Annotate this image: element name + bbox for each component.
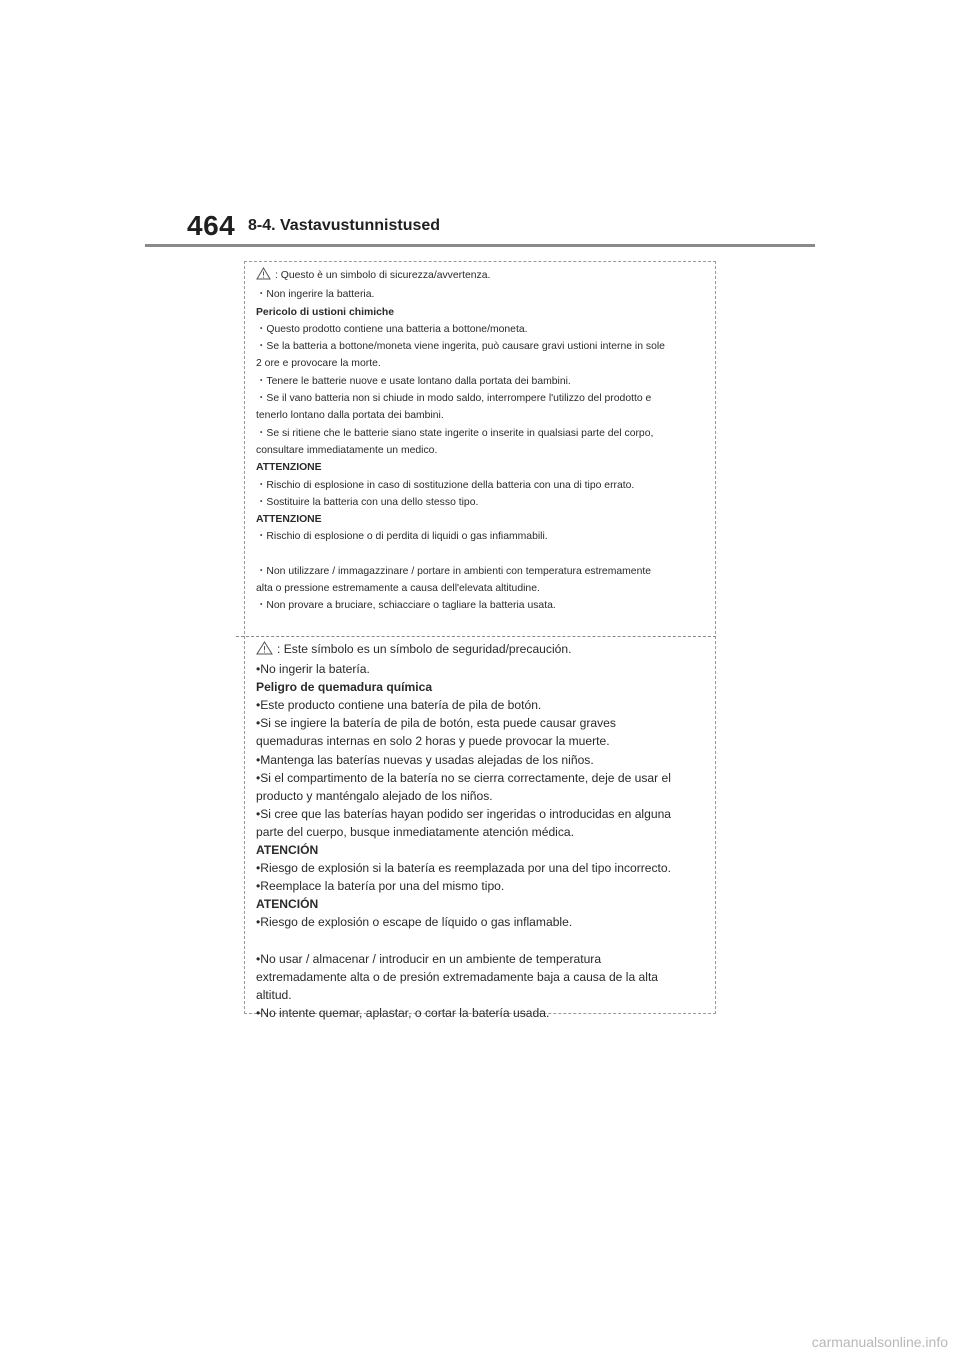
warning-triangle-icon (256, 267, 271, 286)
spanish-line: •No intente quemar, aplastar, o cortar la batería usada. (256, 1005, 550, 1020)
spanish-line: •Si se ingiere la batería de pila de botón, esta puede causar graves (256, 716, 616, 731)
italian-line: ・Rischio di esplosione o di perdita di liquidi o gas infiammabili. (256, 531, 548, 543)
italian-line: 2 ore e provocare la morte. (256, 358, 381, 370)
spanish-heading: ATENCIÓN (256, 897, 319, 912)
italian-line: ・Tenere le batterie nuove e usate lontano dalla portata dei bambini. (256, 375, 571, 387)
spanish-safety-symbol-line (256, 640, 706, 660)
spanish-line: •Riesgo de explosión si la batería es reemplazada por una del tipo incorrecto. (256, 861, 671, 876)
page-number: 464 (187, 210, 236, 241)
spanish-line: •Si cree que las baterías hayan podido ser ingeridas o introducidas en alguna (256, 806, 672, 821)
spanish-line: •No usar / almacenar / introducir en un ambiente de temperatura (256, 951, 602, 966)
italian-line: alta o pressione estremamente a causa dell'elevata altitudine. (256, 583, 540, 595)
italian-line: ・Se si ritiene che le batterie siano state ingerite o inserite in qualsiasi parte del corpo, (256, 427, 654, 439)
spanish-heading: ATENCIÓN (256, 843, 319, 858)
spanish-line: •Si el compartimento de la batería no se cierra correctamente, deje de usar el (256, 770, 671, 785)
italian-line: ・Non ingerire la batteria. (256, 289, 375, 301)
spanish-line: altitud. (256, 987, 292, 1002)
spanish-line: •Riesgo de explosión o escape de líquido o gas inflamable. (256, 915, 573, 930)
italian-line: ・Non provare a bruciare, schiacciare o tagliare la batteria usata. (256, 600, 556, 612)
section-title: 8-4. Vastavustunnistused (248, 217, 441, 234)
italian-line: ・Se la batteria a bottone/moneta viene ingerita, può causare gravi ustioni interne in sole (256, 341, 665, 353)
spanish-line: : Este símbolo es un símbolo de seguridad/precaución. (277, 642, 572, 656)
italian-line: ・Se il vano batteria non si chiude in modo saldo, interrompere l'utilizzo del prodotto e (256, 393, 652, 405)
warning-triangle-icon (256, 641, 273, 660)
spanish-line: parte del cuerpo, busque inmediatamente atención médica. (256, 824, 574, 839)
spanish-line: extremadamente alta o de presión extremadamente baja a causa de la alta (256, 969, 659, 984)
page-header (0, 0, 960, 250)
language-divider (236, 636, 716, 637)
italian-line: ・Rischio di esplosione in caso di sostituzione della batteria con una di tipo errato. (256, 479, 635, 491)
italian-heading: ATTENZIONE (256, 462, 322, 474)
italian-line: consultare immediatamente un medico. (256, 444, 438, 456)
spacer (256, 932, 706, 950)
header-rule (145, 244, 815, 247)
site-watermark: carmanualsonline.info (811, 1334, 948, 1350)
spanish-line: producto y manténgalo alejado de los niños. (256, 788, 493, 803)
spanish-line: •Mantenga las baterías nuevas y usadas alejadas de los niños. (256, 752, 594, 767)
spanish-line: quemaduras internas en solo 2 horas y puede provocar la muerte. (256, 734, 610, 749)
spanish-battery-warning (256, 640, 706, 1022)
spanish-line: •Reemplace la batería por una del mismo tipo. (256, 879, 505, 894)
italian-heading: Pericolo di ustioni chimiche (256, 306, 394, 318)
spanish-heading: Peligro de quemadura química (256, 680, 433, 695)
spanish-line: •No ingerir la batería. (256, 662, 370, 677)
italian-heading: ATTENZIONE (256, 514, 322, 526)
spanish-line: •Este producto contiene una batería de pila de botón. (256, 698, 542, 713)
italian-battery-warning (256, 267, 704, 615)
italian-line: : Questo è un simbolo di sicurezza/avvertenza. (275, 270, 491, 281)
italian-line: ・Non utilizzare / immagazzinare / portare in ambienti con temperatura estremamente (256, 565, 652, 577)
spacer (256, 546, 704, 563)
italian-line: tenerlo lontano dalla portata dei bambini. (256, 410, 444, 422)
italian-line: ・Questo prodotto contiene una batteria a bottone/moneta. (256, 323, 528, 335)
italian-safety-symbol-line (256, 267, 704, 286)
italian-line: ・Sostituire la batteria con una dello stesso tipo. (256, 496, 479, 508)
